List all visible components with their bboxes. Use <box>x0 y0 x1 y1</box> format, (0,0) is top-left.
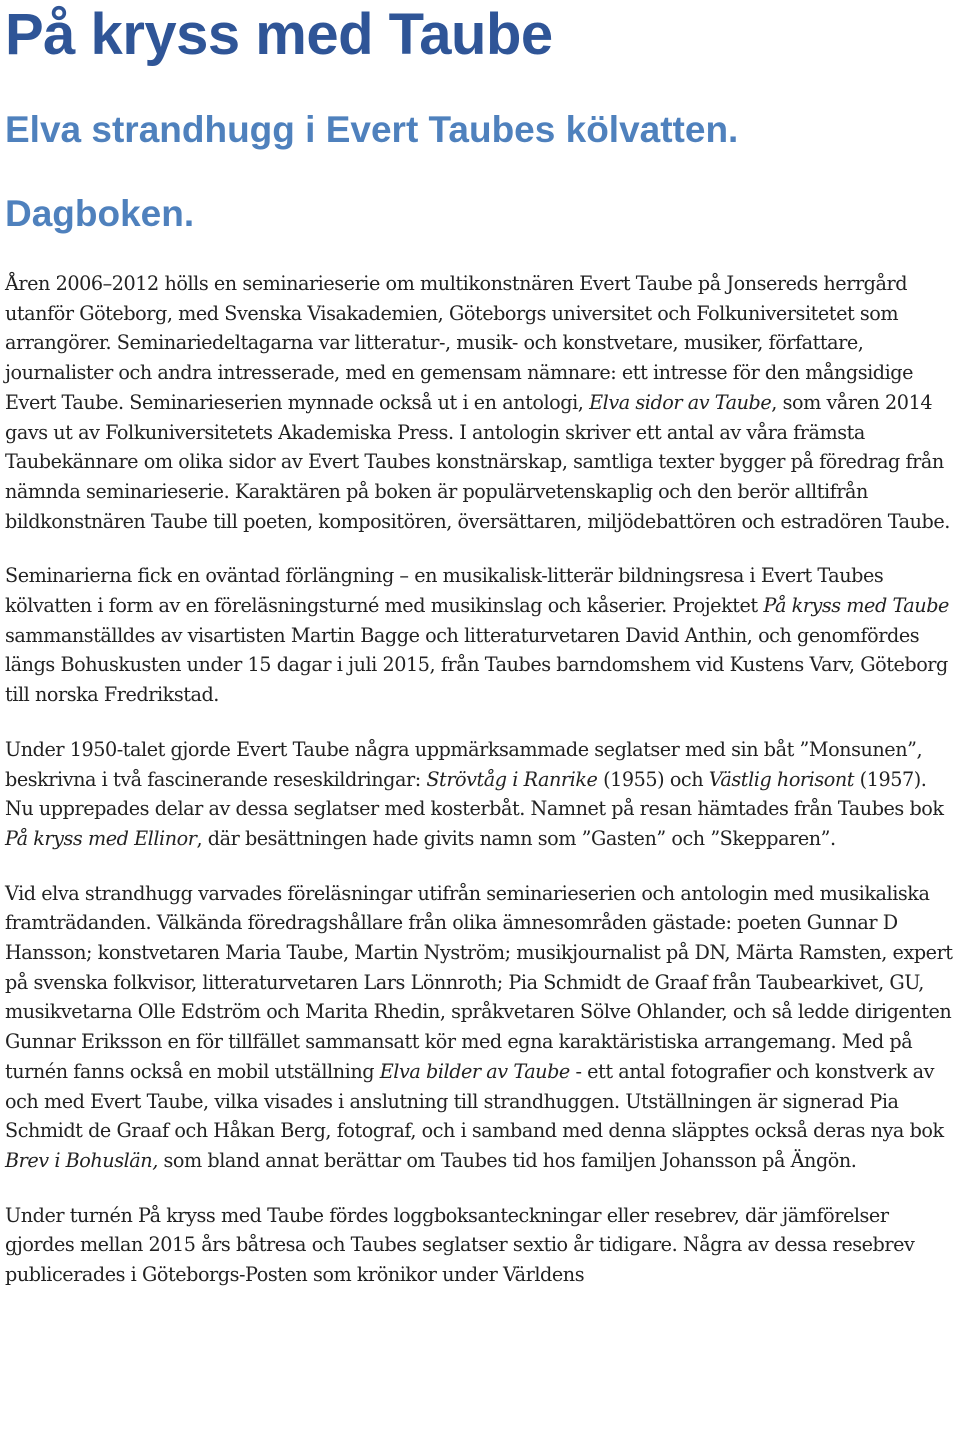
paragraph-strandhugg <box>5 879 960 1176</box>
paragraph-text: (1955) och <box>597 767 709 791</box>
section-heading-dagboken: Dagboken. <box>5 193 195 234</box>
paragraph-logbook <box>5 1201 960 1290</box>
paragraph-text: , där besättningen hade givits namn som ”Gasten” och ”Skepparen”. <box>196 826 836 850</box>
paragraph-text: Under turnén På kryss med Taube fördes loggboksanteckningar eller resebrev, där jämförelser gjordes mellan 2015 års båtresa och Taubes seglatser sextio år tidigare. Några av dessa resebrev publicerades i Göteborgs-Posten som krönikor under Världens <box>5 1203 915 1287</box>
paragraph-text: Åren 2006–2012 hölls en seminarieserie om multikonstnären Evert Taube på Jonsereds herrgård utanför Göteborg, med Svenska Visakademien, Göteborgs universitet och Folkuniversitetet som arrangörer. Seminariedeltagarna var litteratur-, musik- och konstvetare, musiker, författare, journalister och andra intresserade, med en gemensam nämnare: ett intresse för den mångsidige Evert Taube. Seminarieserien mynnade också ut i en antologi, <box>5 272 914 414</box>
paragraph-text: (1957). Nu upprepades delar av dessa seglatser med kosterbåt. Namnet på resan hämtades från Taubes bok <box>5 767 944 821</box>
project-title-italic: På kryss med Taube <box>763 594 949 618</box>
book-title-italic: Brev i Bohuslän, <box>5 1148 158 1172</box>
paragraph-text: Vid elva strandhugg varvades föreläsningar utifrån seminarieserien och antologin med musikaliska framträdanden. Välkända föredragshållare från olika ämnesområden gästade: poeten Gunnar D Hansson; konstvetaren Maria Taube, Martin Nyström; musikjournalist på DN, Märta Ramsten, expert på svenska folkvisor, litteraturvetaren Lars Lönnroth; Pia Schmidt de Graaf från Taubearkivet, GU, musikvetarna Olle Edström och Marita Rhedin, språkvetaren Sölve Ohlander, och så ledde dirigenten Gunnar Eriksson en för tillfället sammansatt kör med egna karaktäristiska arrangemang. Med på turnén fanns också en mobil utställning <box>5 881 953 1083</box>
paragraph-seminar-series <box>5 269 960 536</box>
book-title-italic: Elva sidor av Taube <box>589 390 772 414</box>
paragraph-text: Under 1950-talet gjorde Evert Taube några uppmärksammade seglatser med sin båt ”Monsunen”, beskrivna i två fascinerande reseskildringar: <box>5 737 923 791</box>
document-page <box>5 0 960 1290</box>
book-title-italic: Strövtåg i Ranrike <box>426 767 598 791</box>
book-title-italic: Västlig horisont <box>708 767 855 791</box>
book-title-italic: På kryss med Ellinor <box>5 826 197 850</box>
paragraph-text: Seminarierna fick en oväntad förlängning – en musikalisk-litterär bildningsresa i Evert Taubes kölvatten i form av en föreläsningsturné med musikinslag och kåserier. Projektet <box>5 564 884 618</box>
paragraph-text: - ett antal fotografier och konstverk av och med Evert Taube, vilka visades i anslutning till strandhuggen. Utställningen är signerad Pia Schmidt de Graaf och Håkan Berg, fotograf, och i samband med denna släpptes också deras nya bok <box>5 1059 944 1143</box>
paragraph-project <box>5 561 960 710</box>
paragraph-text: som bland annat berättar om Taubes tid hos familjen Johansson på Ängön. <box>157 1148 857 1172</box>
document-subtitle: Elva strandhugg i Evert Taubes kölvatten. <box>5 109 739 150</box>
document-title: På kryss med Taube <box>5 2 553 67</box>
paragraph-voyages <box>5 735 960 854</box>
paragraph-text: , som våren 2014 gavs ut av Folkuniversitetets Akademiska Press. I antologin skriver ett antal av våra främsta Taubekännare om olika sidor av Evert Taubes konstnärskap, samtliga texter bygger på föredrag från nämnda seminarieserie. Karaktären på boken är populärvetenskaplig och den berör alltifrån bildkonstnären Taube till poeten, kompositören, översättaren, miljödebattören och estradören Taube. <box>5 390 950 533</box>
paragraph-text: sammanställdes av visartisten Martin Bagge och litteraturvetaren David Anthin, och genomfördes längs Bohuskusten under 15 dagar i juli 2015, från Taubes barndomshem vid Kustens Varv, Göteborg till norska Fredrikstad. <box>5 623 948 707</box>
exhibition-title-italic: Elva bilder av Taube <box>379 1059 570 1083</box>
